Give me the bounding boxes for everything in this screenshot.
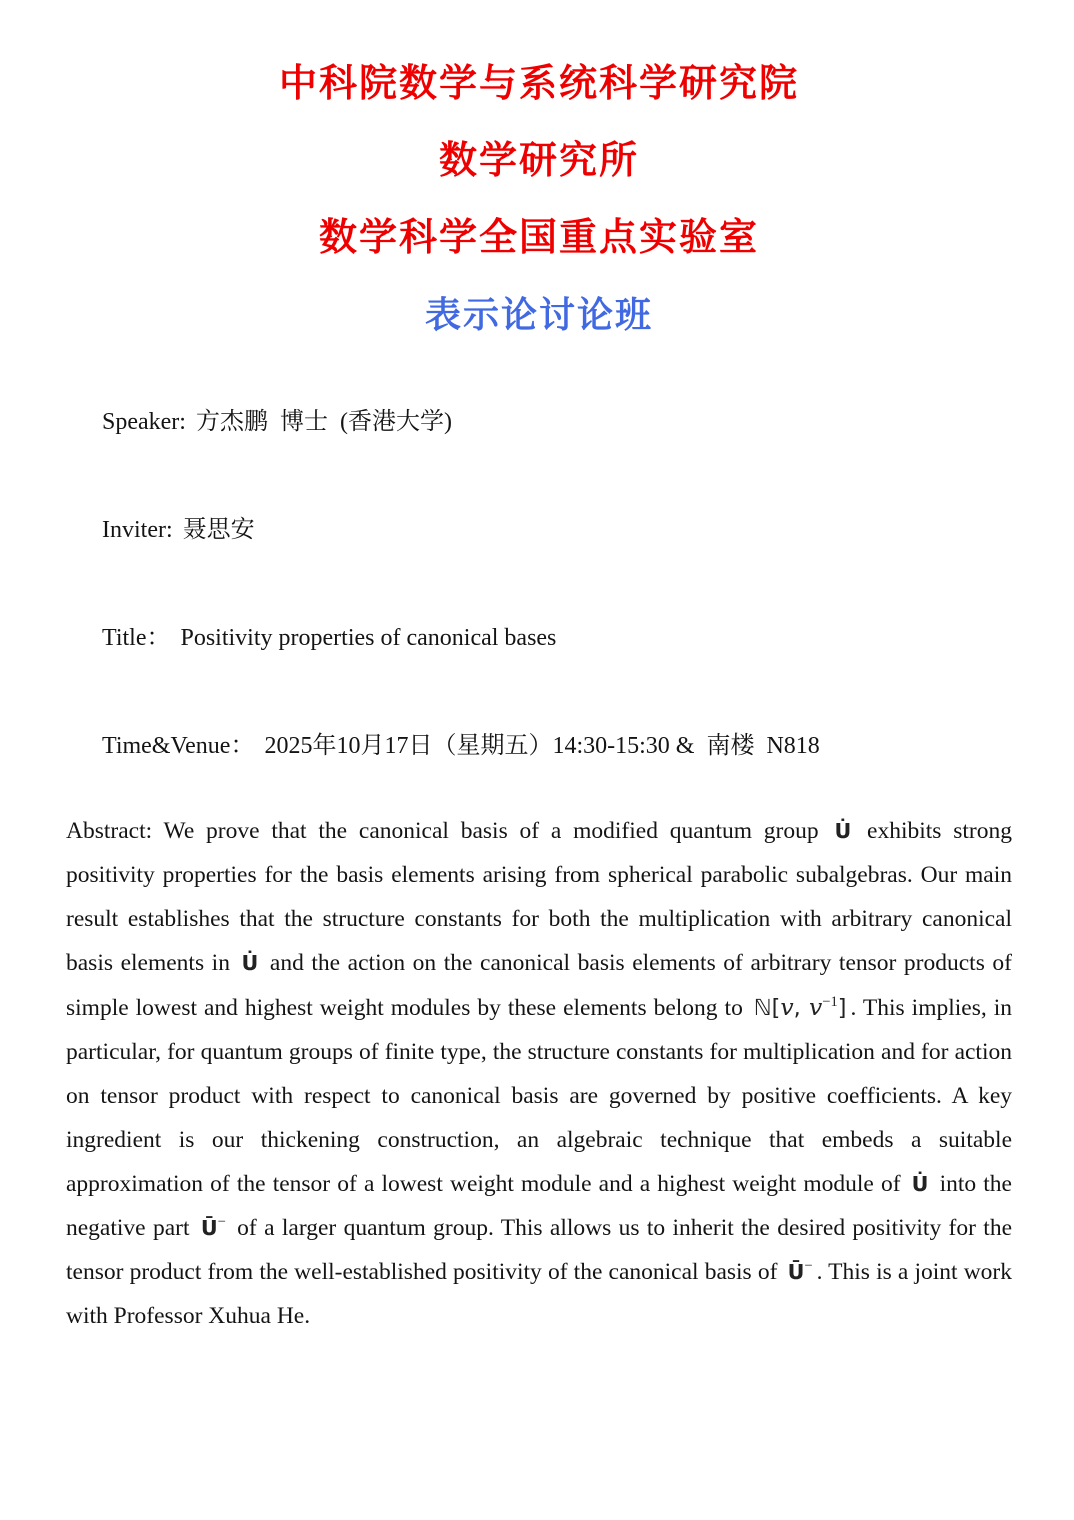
abstract-paragraph: Abstract: We prove that the canonical basis of a modified quantum group U̇ exhibits strong positivity properties for the basis elements arising from spherical parabolic subalgebras. Our main result establishes that the structure constants for both the multiplication with arbitrary canonical basis elements in U̇ and the action on the canonical basis elements of arbitrary tensor products of simple lowest and highest weight modules by these elements belong to ℕ[v, $v^{-1}$] . This implies, in particular, for quantum groups of finite type, the structure constants for multiplication and for action on tensor product with respect to canonical basis are governed by positive coefficients. A key ingredient is our thickening construction, an algebraic technique that embeds a suitable approximation of the tensor of a lowest weight module and a highest weight module of U̇ into the negative part Ū− of a larger quantum group. This allows us to inherit the desired positivity for the tensor product from the well-established positivity of the canonical basis of Ū− . This is a joint work with Professor Xuhua He.: [66, 818, 1013, 1329]
header-block: [66, 64, 1012, 335]
seminar-series-title: 表示论讨论班: [424, 294, 653, 335]
institute-title: 中科院数学与系统科学研究院: [278, 63, 799, 105]
talk-title-label: Title：: [102, 625, 171, 651]
time-venue-value: 2025年10月17日（星期五）14:30-15:30 & 南楼 N818: [264, 733, 820, 759]
meta-block: [66, 377, 1012, 791]
laurent-semiring-symbol: ℕ[v, $v^{-1}$]: [753, 993, 847, 1021]
inviter-line: [66, 485, 1012, 575]
u-dot-symbol: U̇: [834, 819, 852, 843]
speaker-label: Speaker:: [102, 409, 186, 435]
talk-title-value: Positivity properties of canonical bases: [180, 625, 557, 651]
laboratory-title: 数学科学全国重点实验室: [318, 217, 759, 259]
speaker-value: 方杰鹏 博士 (香港大学): [195, 409, 452, 435]
speaker-line: [66, 377, 1012, 467]
talk-title-line: [66, 593, 1012, 683]
time-venue-line: [66, 701, 1012, 791]
u-bar-minus-symbol: Ū−: [787, 1258, 813, 1284]
time-venue-label: Time&Venue：: [102, 733, 255, 759]
department-title: 数学研究所: [438, 140, 639, 182]
inviter-label: Inviter:: [102, 517, 173, 543]
inviter-value: 聂思安: [182, 517, 255, 543]
u-dot-symbol: U̇: [241, 951, 259, 975]
u-dot-symbol: U̇: [911, 1172, 929, 1196]
u-bar-minus-symbol: Ū−: [200, 1214, 226, 1240]
